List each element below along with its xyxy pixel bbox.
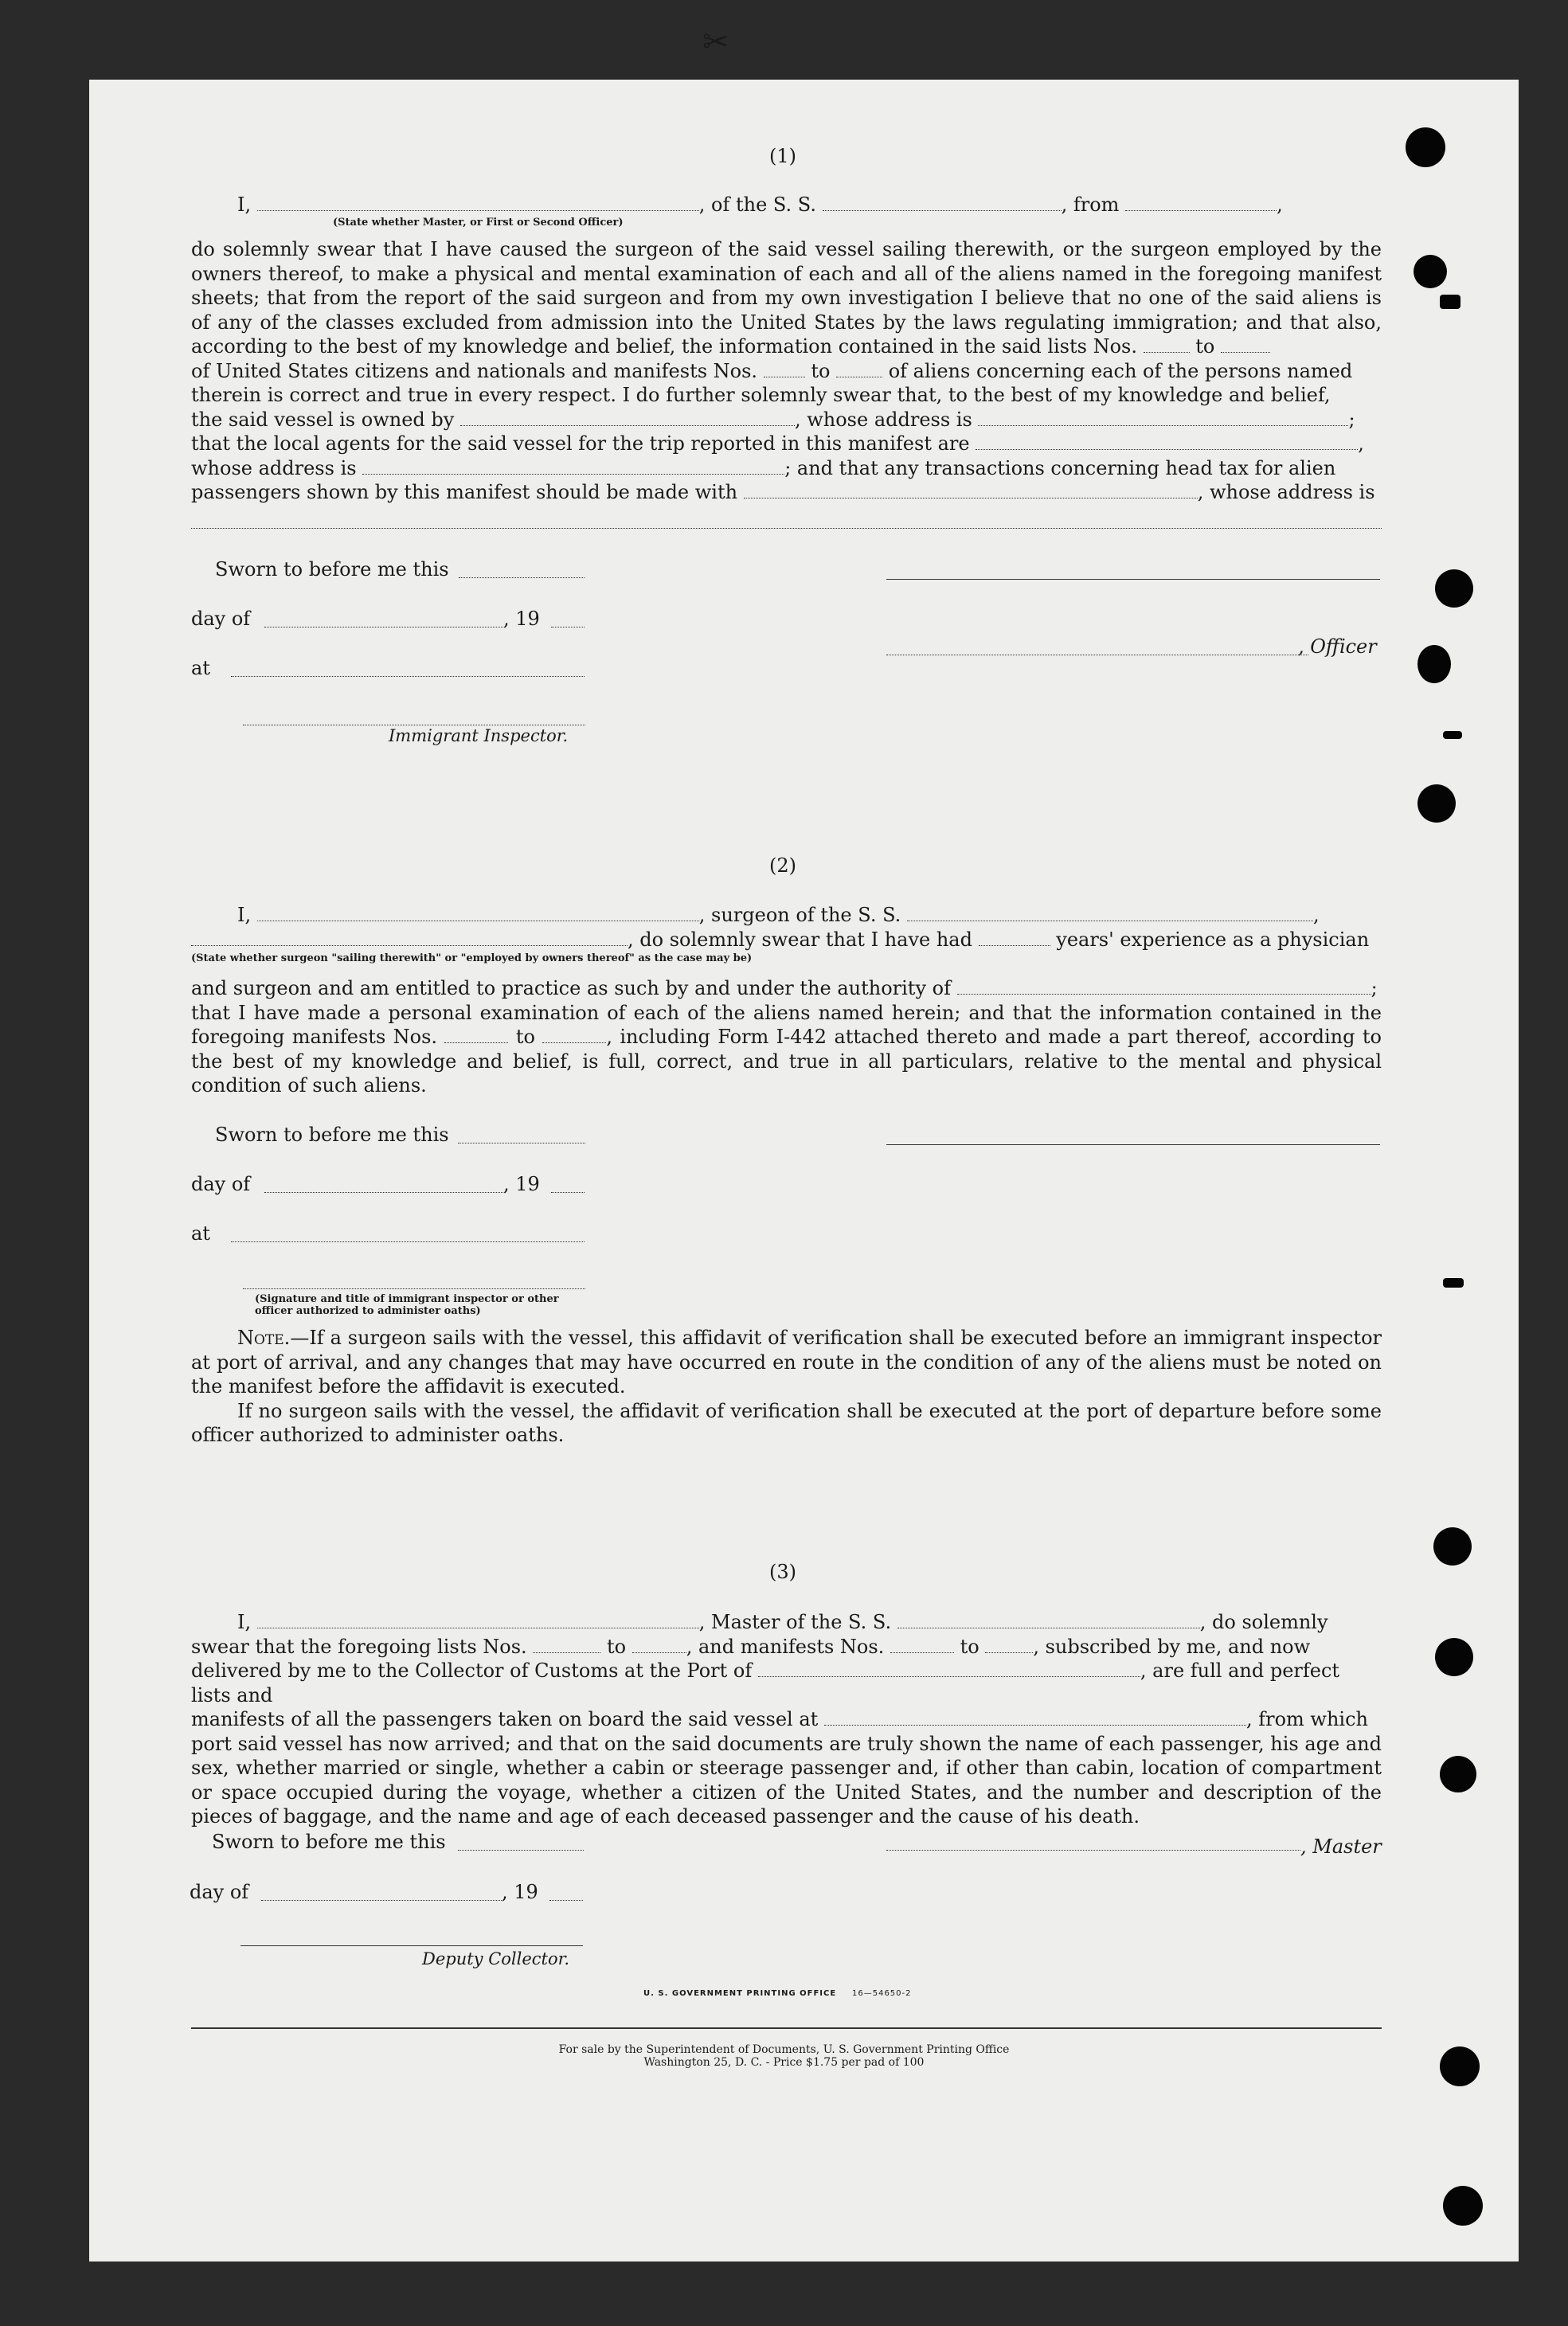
master-signature-line[interactable] [886, 1850, 1300, 1851]
surgeon-name-field[interactable] [257, 920, 699, 921]
punch-hole [1443, 2186, 1483, 2226]
section-3-body: I, , Master of the S. S. , do solemnly swear that the foregoing lists Nos. to , and manifests Nos. to , subscribed by me, and now delivered by me to the Collector of Customs at the Port of , are full and perfect lists and manifests of all the passengers taken on board the said vessel at , from which port said vessel has now arrived; and that on the said documents are truly shown the name of each passenger, his age and sex, whether married or single, whether a cabin or steerage passenger and, if other than cabin, location of compartment or space occupied during the voyage, whether a citizen of the United States, and the number and description of the pieces of baggage, and the name and age of each deceased passenger and the cause of his death. [191, 1611, 1382, 1828]
punch-mark [1443, 1278, 1464, 1288]
surgeon-note: (State whether surgeon "sailing therewith" or "employed by owners thereof" as the case may be) [191, 952, 753, 964]
note-block: Note.—If a surgeon sails with the vessel, this affidavit of verification shall be executed before an immigrant inspector at port of arrival, and any changes that may have occurred en route in the condition of any of the aliens must be noted on the manifest before the affidavit is executed. If no surgeon sails with the vessel, the affidavit of verification shall be executed at the port of departure before some officer authorized to administer oaths. [191, 1327, 1382, 1446]
owner-field[interactable] [460, 424, 795, 426]
officer-label: , Officer [1298, 635, 1377, 658]
punch-hole [1414, 255, 1447, 288]
s3-lists-to-field[interactable] [632, 1652, 686, 1653]
surgeon-signature-line[interactable] [886, 1144, 1380, 1145]
address-line[interactable] [191, 528, 1382, 529]
at-field-2[interactable] [231, 1241, 585, 1242]
sworn-label-2: Sworn to before me this [215, 1124, 449, 1146]
day-of-label-2: day of [191, 1173, 251, 1195]
master-label: , Master [1300, 1835, 1382, 1858]
from-port-field[interactable] [1125, 209, 1277, 211]
day-of-label-3: day of [190, 1881, 249, 1903]
lists-from-field[interactable] [1144, 351, 1190, 353]
punch-mark [1440, 295, 1460, 309]
punch-hole [1435, 1638, 1473, 1676]
at-field-1[interactable] [231, 676, 585, 677]
section-1-number: (1) [769, 145, 796, 167]
year-label-2: , 19 [503, 1173, 540, 1195]
section-1-paragraph: do solemnly swear that I have caused the surgeon of the said vessel sailing therewith, or the surgeon employed by the owners thereof, to make a physical and mental examination of each and all of the aliens named in the foregoing manifest sheets; that from the report of the said surgeon and from my own investigation I believe that no one of the said aliens is of any of the classes excluded from admission into the United States by the laws regulating immigration; and that also, according to the best of my knowledge and belief, the information contained in the said lists Nos. to of United States citizens and nationals and manifests Nos. to of aliens concerning each of the persons named therein is correct and true in every respect. I do further solemnly swear that, to the best of my knowledge and belief, the said vessel is owned by , whose address is ; that the local agents for the said vessel for the trip reported in this manifest are , whose address is ; and that any transactions concerning head tax for alien passengers shown by this manifest should be made with , whose address is [191, 238, 1382, 503]
day-of-label-1: day of [191, 608, 251, 630]
form-code: 16—54650-2 [852, 1989, 912, 1998]
vessel-name-field[interactable] [823, 209, 1062, 211]
deputy-signature-line[interactable] [240, 1945, 583, 1946]
section-2-number: (2) [769, 854, 796, 877]
master-name-field[interactable] [257, 209, 699, 211]
year-label-3: , 19 [502, 1881, 538, 1903]
manifests-from-field[interactable] [764, 376, 805, 377]
punch-hole [1435, 569, 1473, 608]
years-experience-field[interactable] [979, 944, 1050, 946]
day-of-field-3[interactable] [261, 1900, 502, 1901]
top-clip-mark: ✂ [702, 24, 729, 61]
s3-vessel-field[interactable] [897, 1627, 1200, 1628]
surgeon-vessel-field[interactable] [907, 920, 1313, 921]
boarded-at-field[interactable] [824, 1724, 1246, 1726]
sworn-label-3: Sworn to before me this [212, 1831, 446, 1853]
sworn-date-field-3[interactable] [458, 1850, 584, 1851]
at-label-2: at [191, 1222, 210, 1245]
at-label-1: at [191, 657, 210, 679]
inspector-label: Immigrant Inspector. [389, 726, 569, 745]
local-agents-field[interactable] [976, 448, 1358, 450]
gpo-imprint: U. S. GOVERNMENT PRINTING OFFICE [643, 1989, 837, 1998]
authority-field[interactable] [957, 993, 1371, 995]
s2-signature-line[interactable] [243, 1288, 585, 1289]
officer-note: (State whether Master, or First or Second Officer) [333, 217, 624, 229]
s2-manifests-to-field[interactable] [542, 1042, 606, 1043]
officer-signature-line[interactable] [886, 579, 1380, 580]
footer-rule [191, 2027, 1382, 2029]
punch-hole [1440, 1756, 1476, 1792]
owner-address-field[interactable] [978, 424, 1348, 426]
s3-manifests-to-field[interactable] [985, 1652, 1033, 1653]
punch-hole [1406, 127, 1445, 167]
section-2-paragraph: and surgeon and am entitled to practice as such by and under the authority of ; that I have made a personal examination of each of the aliens named herein; and that the information contained in the foregoing manifests Nos. to , including Form I-442 attached thereto and made a part thereof, according to the best of my knowledge and belief, is full, correct, and true in all particulars, relative to the mental and physical condition of such aliens. [191, 977, 1382, 1097]
s3-master-name-field[interactable] [257, 1627, 699, 1628]
day-of-field-2[interactable] [264, 1192, 503, 1193]
note-label: Note. [237, 1327, 291, 1349]
sworn-label-1: Sworn to before me this [215, 558, 449, 581]
punch-hole [1417, 645, 1451, 683]
master-line: I, , of the S. S. , from , [237, 194, 1283, 216]
section-2-line-1: I, , surgeon of the S. S. , , do solemnly swear that I have had years' experience as a physician [191, 903, 1382, 952]
agents-address-field[interactable] [362, 473, 784, 475]
year-field-3[interactable] [549, 1900, 583, 1901]
signature-note: (Signature and title of immigrant inspector or other officer authorized to administer oaths) [255, 1293, 559, 1317]
deputy-label: Deputy Collector. [422, 1949, 570, 1968]
surgeon-status-field[interactable] [191, 944, 628, 946]
head-tax-party-field[interactable] [744, 497, 1198, 498]
section-3-number: (3) [769, 1561, 796, 1583]
port-of-field[interactable] [758, 1675, 1140, 1677]
year-field-2[interactable] [551, 1192, 585, 1193]
section-1-body [191, 193, 1382, 217]
punch-hole [1417, 784, 1456, 823]
punch-mark [1443, 731, 1462, 739]
lists-to-field[interactable] [1221, 351, 1270, 353]
s3-lists-from-field[interactable] [533, 1652, 600, 1653]
sale-line-2: Washington 25, D. C. - Price $1.75 per pad of 100 [643, 2056, 925, 2069]
sale-line-1: For sale by the Superintendent of Documents, U. S. Government Printing Office [558, 2043, 1010, 2056]
manifests-to-field[interactable] [836, 376, 882, 377]
punch-hole [1433, 1527, 1472, 1566]
sworn-date-field-1[interactable] [459, 577, 585, 578]
s2-manifests-from-field[interactable] [444, 1042, 508, 1043]
year-label-1: , 19 [503, 608, 540, 630]
s3-manifests-from-field[interactable] [890, 1652, 954, 1653]
